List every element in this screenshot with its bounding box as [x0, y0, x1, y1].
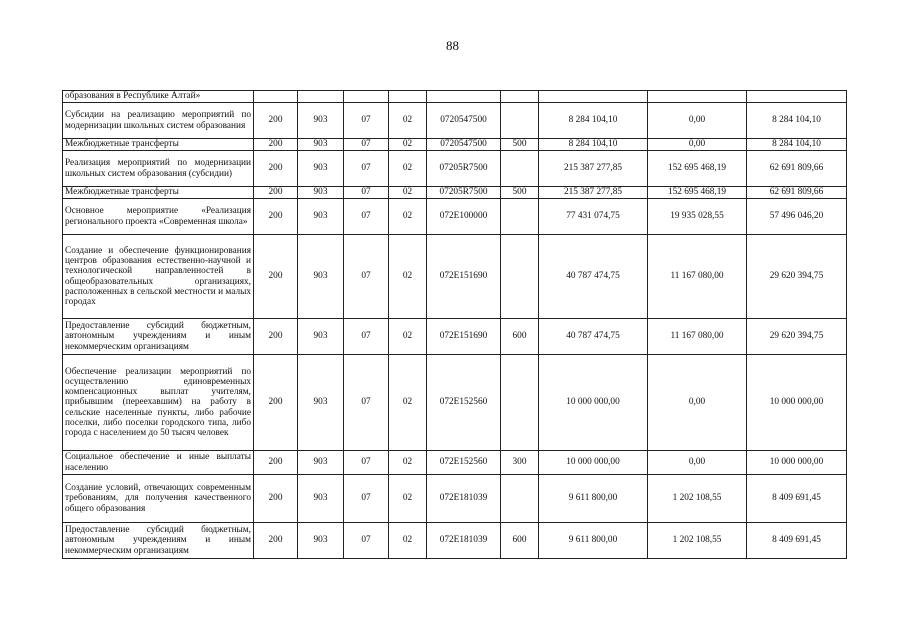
amount-federal-cell: 1 202 108,55 [648, 475, 747, 523]
row-name-cell: Предоставление субсидий бюджетным, автономным учреждениям и иным некоммерческим организациям [63, 319, 254, 355]
amount-federal-cell [648, 91, 747, 103]
table-row [63, 103, 847, 139]
code-cell: 903 [298, 319, 344, 355]
code-cell: 903 [298, 139, 344, 151]
table-row [63, 199, 847, 235]
amount-regional-cell: 29 620 394,75 [747, 235, 847, 319]
amount-federal-cell: 0,00 [648, 355, 747, 451]
amount-total-cell: 9 611 800,00 [539, 523, 648, 559]
row-name-cell: Основное мероприятие «Реализация регионального проекта «Современная школа» [63, 199, 254, 235]
amount-total-cell: 10 000 000,00 [539, 451, 648, 475]
expense-type-cell: 500 [501, 139, 539, 151]
amount-federal-cell: 0,00 [648, 451, 747, 475]
subsection-cell: 02 [389, 523, 427, 559]
subsection-cell: 02 [389, 319, 427, 355]
amount-total-cell: 8 284 104,10 [539, 103, 648, 139]
expense-type-cell: 300 [501, 451, 539, 475]
subsection-cell: 02 [389, 451, 427, 475]
code-cell: 903 [298, 199, 344, 235]
amount-total-cell: 40 787 474,75 [539, 319, 648, 355]
code-cell [298, 91, 344, 103]
amount-regional-cell: 8 409 691,45 [747, 475, 847, 523]
subsection-cell: 02 [389, 355, 427, 451]
table-row [63, 139, 847, 151]
amount-federal-cell: 1 202 108,55 [648, 523, 747, 559]
expense-type-cell [501, 199, 539, 235]
amount-regional-cell: 62 691 809,66 [747, 151, 847, 187]
table-row [63, 355, 847, 451]
page-number: 88 [446, 38, 459, 53]
row-name-cell: Создание условий, отвечающих современным требованиям, для получения качественного общего образования [63, 475, 254, 523]
subsection-cell: 02 [389, 199, 427, 235]
code-cell: 200 [254, 139, 298, 151]
section-cell: 07 [344, 187, 389, 199]
section-cell: 07 [344, 355, 389, 451]
amount-federal-cell: 0,00 [648, 103, 747, 139]
section-cell: 07 [344, 199, 389, 235]
table-row [63, 91, 847, 103]
target-article-cell: 0720547500 [427, 103, 501, 139]
amount-federal-cell: 0,00 [648, 139, 747, 151]
section-cell: 07 [344, 151, 389, 187]
subsection-cell: 02 [389, 151, 427, 187]
target-article-cell: 072E152560 [427, 355, 501, 451]
amount-regional-cell: 62 691 809,66 [747, 187, 847, 199]
code-cell: 903 [298, 475, 344, 523]
subsection-cell: 02 [389, 187, 427, 199]
code-cell: 200 [254, 151, 298, 187]
target-article-cell: 072E181039 [427, 523, 501, 559]
target-article-cell [427, 91, 501, 103]
amount-regional-cell: 8 284 104,10 [747, 139, 847, 151]
subsection-cell: 02 [389, 139, 427, 151]
code-cell: 903 [298, 451, 344, 475]
target-article-cell: 072E100000 [427, 199, 501, 235]
row-name-cell: образования в Республике Алтай» [63, 91, 254, 103]
row-name-cell: Социальное обеспечение и иные выплаты населению [63, 451, 254, 475]
target-article-cell: 07205R7500 [427, 187, 501, 199]
expense-type-cell [501, 103, 539, 139]
code-cell: 903 [298, 187, 344, 199]
code-cell: 200 [254, 475, 298, 523]
section-cell: 07 [344, 451, 389, 475]
amount-total-cell: 8 284 104,10 [539, 139, 648, 151]
amount-regional-cell: 29 620 394,75 [747, 319, 847, 355]
code-cell: 200 [254, 355, 298, 451]
amount-total-cell: 77 431 074,75 [539, 199, 648, 235]
table-row [63, 523, 847, 559]
code-cell: 200 [254, 451, 298, 475]
subsection-cell: 02 [389, 235, 427, 319]
table-row [63, 235, 847, 319]
row-name-cell: Обеспечение реализации мероприятий по осуществлению единовременных компенсационных выплат учителям, прибывшим (переехавшим) на работу в сельские населенные пункты, либо рабочие поселки, либо поселки городского типа, либо города с населением до 50 тысяч человек [63, 355, 254, 451]
subsection-cell [389, 91, 427, 103]
expense-type-cell: 500 [501, 187, 539, 199]
code-cell [254, 91, 298, 103]
amount-federal-cell: 11 167 080,00 [648, 319, 747, 355]
budget-table-body [63, 91, 847, 559]
section-cell: 07 [344, 319, 389, 355]
section-cell: 07 [344, 103, 389, 139]
target-article-cell: 072E152560 [427, 451, 501, 475]
amount-regional-cell [747, 91, 847, 103]
amount-federal-cell: 152 695 468,19 [648, 151, 747, 187]
section-cell [344, 91, 389, 103]
code-cell: 200 [254, 235, 298, 319]
code-cell: 903 [298, 235, 344, 319]
row-name-cell: Субсидии на реализацию мероприятий по модернизации школьных систем образования [63, 103, 254, 139]
code-cell: 200 [254, 319, 298, 355]
code-cell: 903 [298, 151, 344, 187]
amount-total-cell: 215 387 277,85 [539, 187, 648, 199]
budget-table [62, 90, 847, 559]
table-row [63, 187, 847, 199]
expense-type-cell: 600 [501, 523, 539, 559]
target-article-cell: 072E181039 [427, 475, 501, 523]
amount-total-cell: 40 787 474,75 [539, 235, 648, 319]
row-name-cell: Создание и обеспечение функционирования центров образования естественно-научной и технологической направленностей в общеобразовательных организациях, расположенных в сельской местности и малых городах [63, 235, 254, 319]
target-article-cell: 072E151690 [427, 235, 501, 319]
code-cell: 200 [254, 187, 298, 199]
code-cell: 200 [254, 199, 298, 235]
amount-federal-cell: 19 935 028,55 [648, 199, 747, 235]
amount-regional-cell: 10 000 000,00 [747, 355, 847, 451]
expense-type-cell [501, 475, 539, 523]
expense-type-cell [501, 355, 539, 451]
section-cell: 07 [344, 475, 389, 523]
section-cell: 07 [344, 139, 389, 151]
amount-regional-cell: 8 284 104,10 [747, 103, 847, 139]
amount-total-cell [539, 91, 648, 103]
expense-type-cell [501, 91, 539, 103]
expense-type-cell: 600 [501, 319, 539, 355]
code-cell: 903 [298, 103, 344, 139]
subsection-cell: 02 [389, 103, 427, 139]
expense-type-cell [501, 235, 539, 319]
target-article-cell: 07205R7500 [427, 151, 501, 187]
code-cell: 903 [298, 355, 344, 451]
target-article-cell: 072E151690 [427, 319, 501, 355]
amount-total-cell: 10 000 000,00 [539, 355, 648, 451]
target-article-cell: 0720547500 [427, 139, 501, 151]
code-cell: 200 [254, 523, 298, 559]
row-name-cell: Межбюджетные трансферты [63, 139, 254, 151]
row-name-cell: Межбюджетные трансферты [63, 187, 254, 199]
row-name-cell: Предоставление субсидий бюджетным, автономным учреждениям и иным некоммерческим организациям [63, 523, 254, 559]
amount-regional-cell: 10 000 000,00 [747, 451, 847, 475]
section-cell: 07 [344, 523, 389, 559]
amount-total-cell: 215 387 277,85 [539, 151, 648, 187]
table-row [63, 475, 847, 523]
amount-regional-cell: 8 409 691,45 [747, 523, 847, 559]
table-row [63, 151, 847, 187]
table-row [63, 319, 847, 355]
amount-total-cell: 9 611 800,00 [539, 475, 648, 523]
amount-federal-cell: 152 695 468,19 [648, 187, 747, 199]
code-cell: 903 [298, 523, 344, 559]
amount-regional-cell: 57 496 046,20 [747, 199, 847, 235]
expense-type-cell [501, 151, 539, 187]
row-name-cell: Реализация мероприятий по модернизации школьных систем образования (субсидии) [63, 151, 254, 187]
table-row [63, 451, 847, 475]
code-cell: 200 [254, 103, 298, 139]
subsection-cell: 02 [389, 475, 427, 523]
amount-federal-cell: 11 167 080,00 [648, 235, 747, 319]
section-cell: 07 [344, 235, 389, 319]
